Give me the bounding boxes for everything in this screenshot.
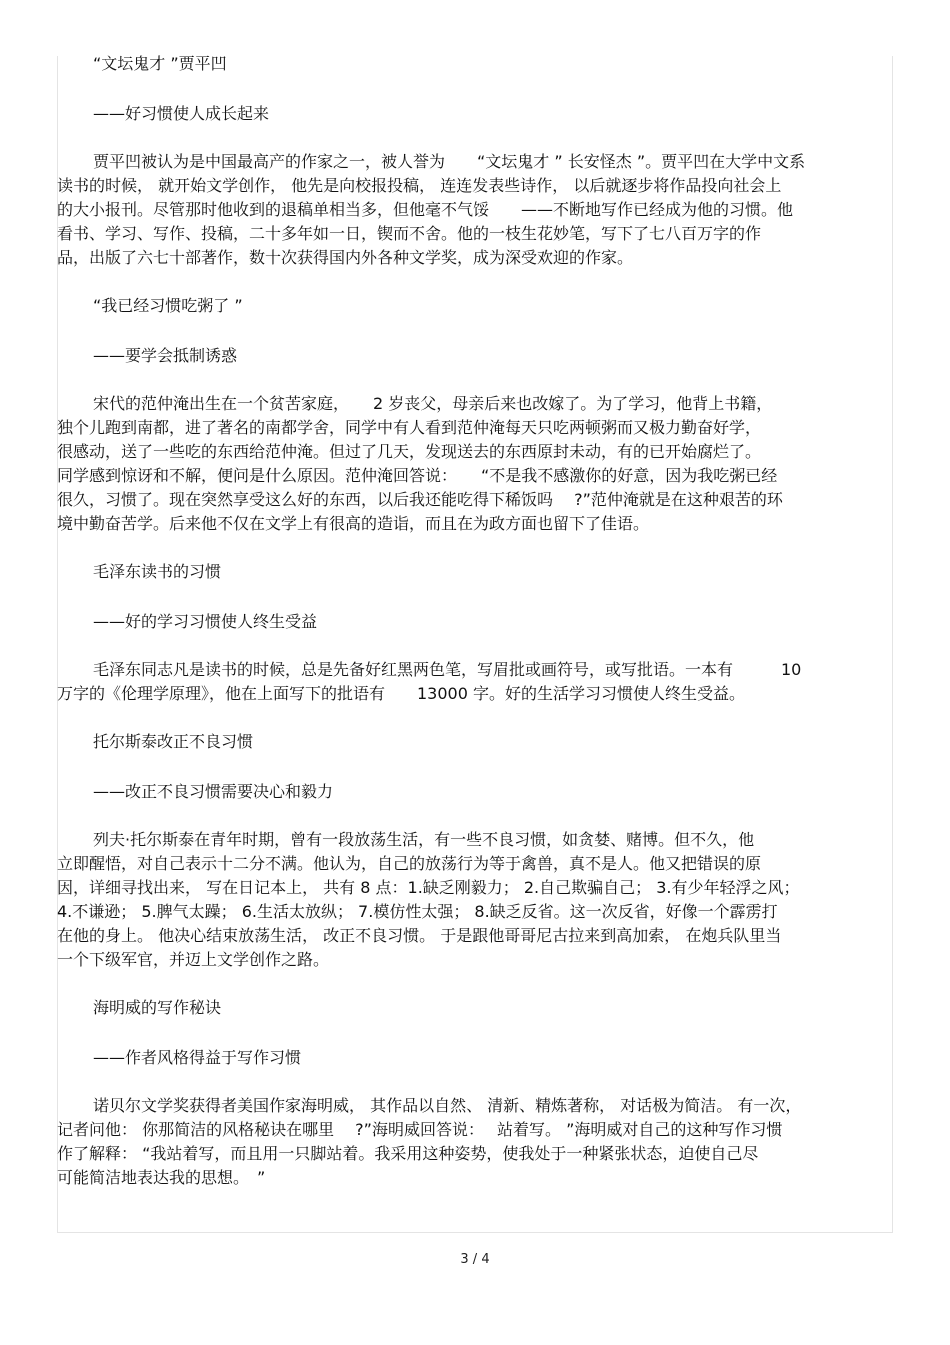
paragraph [57, 658, 887, 706]
paragraph-line: 可能简洁地表达我的思想。 ” [57, 1168, 266, 1187]
paragraph-line: 毛泽东同志凡是读书的时候，总是先备好红黑两色笔，写眉批或画符号，或写批语。一本有 10 [93, 660, 802, 679]
paragraph-line: 立即醒悟，对自己表示十二分不满。他认为，自己的放荡行为等于禽兽，真不是人。他又把错误的原 [57, 854, 762, 873]
article-section [57, 560, 887, 706]
paragraph-line: 读书的时候， 就开始文学创作， 他先是向校报投稿， 连连发表些诗作， 以后就逐步将作品投向社会上 [57, 176, 782, 195]
article-section [57, 730, 887, 972]
paragraph [57, 150, 887, 270]
paragraph-line: 同学感到惊讶和不解，便问是什么原因。范仲淹回答说： “不是我不感激你的好意，因为我吃粥已经 [57, 466, 778, 485]
section-title: “文坛鬼才 ”贾平凹 [93, 54, 227, 73]
paragraph-line: 一个下级军官，并迈上文学创作之路。 [57, 950, 330, 969]
paragraph-line: 列夫·托尔斯泰在青年时期，曾有一段放荡生活，有一些不良习惯，如贪婪、赌博。但不久，他 [93, 830, 755, 849]
section-title: 毛泽东读书的习惯 [93, 562, 222, 581]
paragraph-line: 很感动，送了一些吃的东西给范仲淹。但过了几天，发现送去的东西原封未动，有的已开始腐烂了。 [57, 442, 762, 461]
document-body [57, 48, 887, 1190]
paragraph-line: 独个儿跑到南都，进了著名的南都学舍，同学中有人看到范仲淹每天只吃两顿粥而又极力勤奋好学， [57, 418, 762, 437]
paragraph [57, 392, 887, 536]
paragraph-line: 品，出版了六七十部著作，数十次获得国内外各种文学奖，成为深受欢迎的作家。 [57, 248, 634, 267]
paragraph-line: 记者问他： 你那简洁的风格秘诀在哪里 ?”海明威回答说： 站着写。 ”海明威对自己的这种写作习惯 [57, 1120, 783, 1139]
article-section [57, 294, 887, 536]
paragraph-line: 4.不谦逊； 5.脾气太躁； 6.生活太放纵； 7.模仿性太强； 8.缺乏反省。这一次反省，好像一个霹雳打 [57, 902, 778, 921]
paragraph-line: 诺贝尔文学奖获得者美国作家海明威， 其作品以自然、 清新、精炼著称， 对话极为简洁。 有一次， [93, 1096, 802, 1115]
paragraph-line: 在他的身上。 他决心结束放荡生活， 改正不良习惯。 于是跟他哥哥尼古拉来到高加索， 在炮兵队里当 [57, 926, 782, 945]
paragraph-line: 因，详细寻找出来， 写在日记本上， 共有 8 点：1.缺乏刚毅力； 2.自己欺骗自己； 3.有少年轻浮之风； [57, 878, 800, 897]
article-section [57, 52, 887, 270]
section-title: “我已经习惯吃粥了 ” [93, 296, 243, 315]
section-subtitle: ——作者风格得益于写作习惯 [93, 1048, 302, 1067]
paragraph-line: 贾平凹被认为是中国最高产的作家之一，被人誉为 “文坛鬼才 ” 长安怪杰 ”。贾平凹在大学中文系 [93, 152, 806, 171]
paragraph-line: 的大小报刊。尽管那时他收到的退稿单相当多，但他毫不气馁 ——不断地写作已经成为他的习惯。他 [57, 200, 794, 219]
paragraph-line: 很久，习惯了。现在突然享受这么好的东西，以后我还能吃得下稀饭吗 ?”范仲淹就是在这种艰苦的环 [57, 490, 783, 509]
paragraph [57, 1094, 887, 1190]
section-subtitle: ——要学会抵制诱惑 [93, 346, 238, 365]
paragraph-line: 宋代的范仲淹出生在一个贫苦家庭， 2 岁丧父，母亲后来也改嫁了。为了学习，他背上书籍， [93, 394, 773, 413]
paragraph-line: 境中勤奋苦学。后来他不仅在文学上有很高的造诣，而且在为政方面也留下了佳语。 [57, 514, 650, 533]
section-subtitle: ——好的学习习惯使人终生受益 [93, 612, 318, 631]
page-number: 3 / 4 [460, 1252, 490, 1267]
paragraph-line: 万字的《伦理学原理》，他在上面写下的批语有 13000 字。好的生活学习习惯使人终生受益。 [57, 684, 745, 703]
article-section [57, 996, 887, 1190]
paragraph-line: 看书、学习、写作、投稿，二十多年如一日，锲而不舍。他的一枝生花妙笔，写下了七八百万字的作 [57, 224, 762, 243]
section-title: 托尔斯泰改正不良习惯 [93, 732, 254, 751]
paragraph [57, 828, 887, 972]
section-subtitle: ——改正不良习惯需要决心和毅力 [93, 782, 334, 801]
section-subtitle: ——好习惯使人成长起来 [93, 104, 270, 123]
section-title: 海明威的写作秘诀 [93, 998, 222, 1017]
paragraph-line: 作了解释： “我站着写，而且用一只脚站着。我采用这种姿势，使我处于一种紧张状态，迫使自己尽 [57, 1144, 759, 1163]
